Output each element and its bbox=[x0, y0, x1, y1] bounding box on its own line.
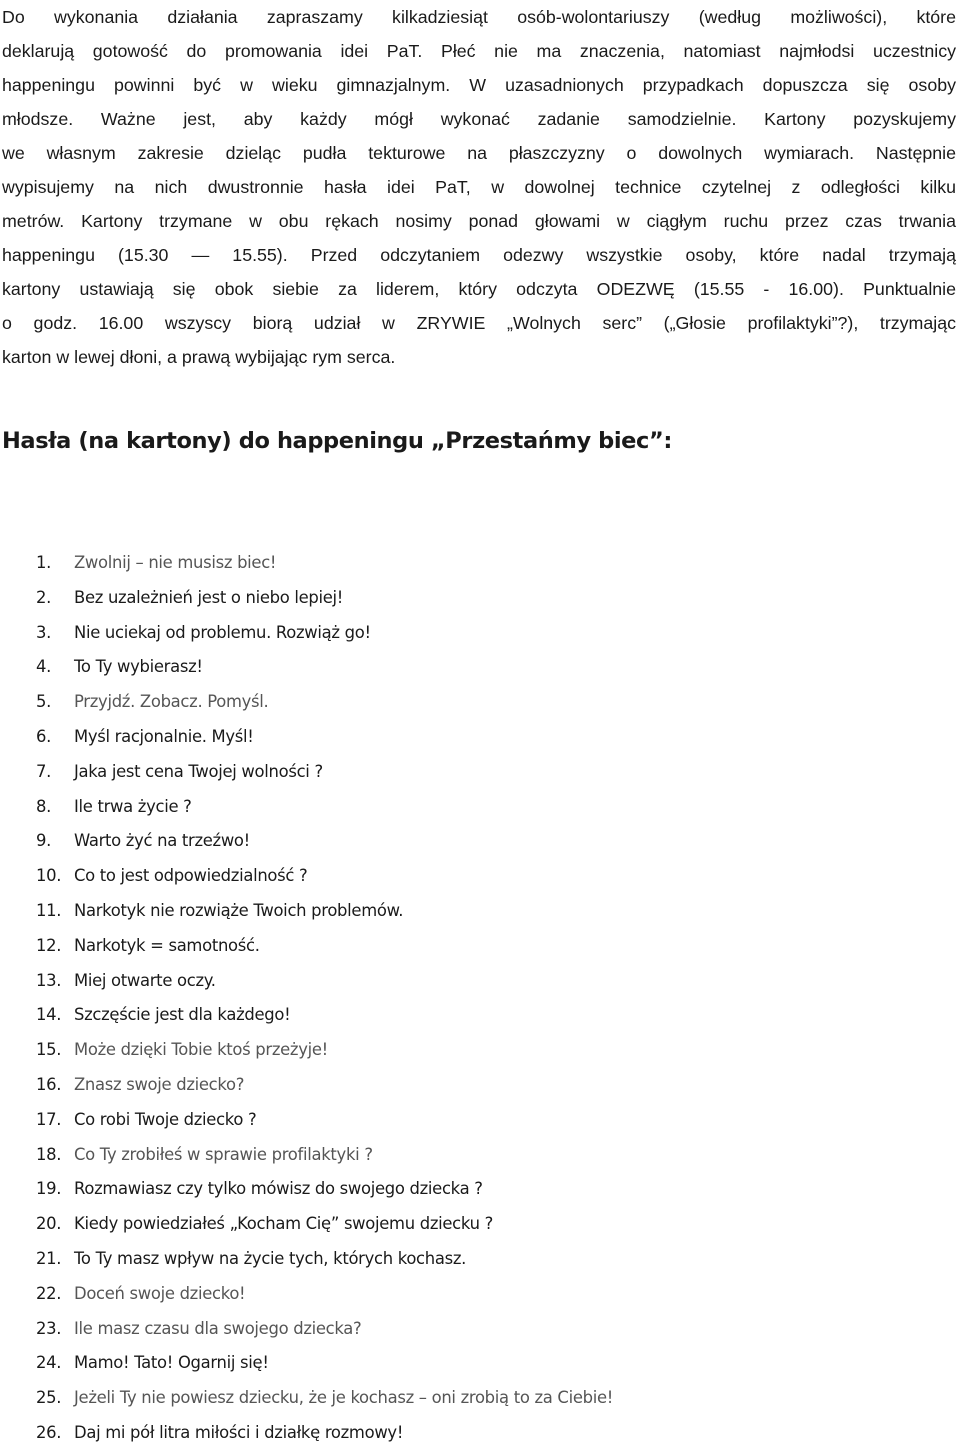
item-text: To Ty masz wpływ na życie tych, których kochasz. bbox=[74, 1248, 467, 1268]
item-text: Znasz swoje dziecko? bbox=[74, 1074, 245, 1094]
list-item bbox=[36, 1381, 613, 1416]
list-item bbox=[36, 1277, 613, 1312]
item-text: Bez uzależnień jest o niebo lepiej! bbox=[74, 587, 344, 607]
item-text: Co Ty zrobiłeś w sprawie profilaktyki ? bbox=[74, 1144, 373, 1164]
item-number: 2. bbox=[36, 587, 52, 607]
item-text: Miej otwarte oczy. bbox=[74, 970, 216, 990]
intro-line: karton w lewej dłoni, a prawą wybijając rym serca. bbox=[2, 347, 396, 367]
intro-line: deklarują gotowość do promowania idei PaT. Płeć nie ma znaczenia, natomiast najmłodsi uczestnicy bbox=[2, 41, 956, 61]
item-text: Nie uciekaj od problemu. Rozwiąż go! bbox=[74, 622, 371, 642]
item-number: 24. bbox=[36, 1353, 62, 1373]
item-text: Warto żyć na trzeźwo! bbox=[74, 831, 250, 851]
item-text: Narkotyk nie rozwiąże Twoich problemów. bbox=[74, 900, 404, 920]
item-text: Kiedy powiedziałeś „Kocham Cię” swojemu dziecku ? bbox=[74, 1214, 493, 1234]
list-item bbox=[36, 790, 613, 825]
item-number: 12. bbox=[36, 935, 62, 955]
item-number: 16. bbox=[36, 1074, 62, 1094]
list-item bbox=[36, 685, 613, 720]
list-item bbox=[36, 1242, 613, 1277]
item-number: 19. bbox=[36, 1179, 62, 1199]
list-item bbox=[36, 616, 613, 651]
intro-line: o godz. 16.00 wszyscy biorą udział w ZRYWIE „Wolnych serc” („Głosie profilaktyki”?), trzymając bbox=[2, 313, 956, 333]
item-number: 22. bbox=[36, 1283, 62, 1303]
item-text: Może dzięki Tobie ktoś przeżyje! bbox=[74, 1040, 328, 1060]
item-text: Szczęście jest dla każdego! bbox=[74, 1005, 291, 1025]
item-text: To Ty wybierasz! bbox=[74, 657, 203, 677]
intro-line: metrów. Kartony trzymane w obu rękach nosimy ponad głowami w ciągłym ruchu przez czas trwania bbox=[2, 211, 956, 231]
item-number: 4. bbox=[36, 657, 52, 677]
item-number: 18. bbox=[36, 1144, 62, 1164]
list-item bbox=[36, 998, 613, 1033]
item-text: Co to jest odpowiedzialność ? bbox=[74, 866, 308, 886]
list-item bbox=[36, 894, 613, 929]
item-text: Mamo! Tato! Ogarnij się! bbox=[74, 1353, 269, 1373]
item-number: 15. bbox=[36, 1040, 62, 1060]
item-number: 1. bbox=[36, 553, 52, 572]
item-text: Jaka jest cena Twojej wolności ? bbox=[74, 761, 323, 781]
list-item bbox=[36, 1312, 613, 1347]
item-number: 26. bbox=[36, 1422, 62, 1442]
item-number: 13. bbox=[36, 970, 62, 990]
list-item bbox=[36, 859, 613, 894]
intro-line: wypisujemy na nich dwustronnie hasła idei PaT, w dowolnej technice czytelnej z odległości kilku bbox=[2, 177, 956, 197]
slogans-heading: Hasła (na kartony) do happeningu „Przestańmy biec”: bbox=[2, 428, 672, 454]
item-number: 10. bbox=[36, 866, 62, 886]
list-item bbox=[36, 1416, 613, 1451]
intro-line: happeningu (15.30 — 15.55). Przed odczytaniem odezwy wszystkie osoby, które nadal trzymają bbox=[2, 245, 956, 265]
item-number: 17. bbox=[36, 1109, 62, 1129]
list-item bbox=[36, 1103, 613, 1138]
item-text: Daj mi pół litra miłości i działkę rozmowy! bbox=[74, 1422, 404, 1442]
list-item bbox=[36, 546, 613, 581]
intro-paragraph bbox=[2, 0, 956, 374]
item-text: Ile trwa życie ? bbox=[74, 796, 192, 816]
item-number: 7. bbox=[36, 761, 52, 781]
intro-line: kartony ustawiają się obok siebie za liderem, który odczyta ODEZWĘ (15.55 - 16.00). Punktualnie bbox=[2, 279, 956, 299]
item-number: 8. bbox=[36, 796, 52, 816]
item-text: Zwolnij – nie musisz biec! bbox=[74, 553, 277, 572]
list-item bbox=[36, 929, 613, 964]
list-item bbox=[36, 581, 613, 616]
item-number: 9. bbox=[36, 831, 52, 851]
item-text: Myśl racjonalnie. Myśl! bbox=[74, 726, 254, 746]
list-item bbox=[36, 964, 613, 999]
item-number: 6. bbox=[36, 726, 52, 746]
item-text: Przyjdź. Zobacz. Pomyśl. bbox=[74, 692, 269, 712]
intro-line: młodsze. Ważne jest, aby każdy mógł wykonać zadanie samodzielnie. Kartony pozyskujemy bbox=[2, 109, 956, 129]
list-item bbox=[36, 720, 613, 755]
list-item bbox=[36, 1068, 613, 1103]
item-number: 3. bbox=[36, 622, 52, 642]
list-item bbox=[36, 1138, 613, 1173]
list-item bbox=[36, 1172, 613, 1207]
intro-line: we własnym zakresie dzieląc pudła tekturowe na płaszczyzny o dowolnych wymiarach. Następnie bbox=[2, 143, 956, 163]
slogans-list bbox=[36, 546, 613, 1451]
item-number: 5. bbox=[36, 692, 52, 712]
item-text: Rozmawiasz czy tylko mówisz do swojego dziecka ? bbox=[74, 1179, 483, 1199]
item-text: Jeżeli Ty nie powiesz dziecku, że je kochasz – oni zrobią to za Ciebie! bbox=[74, 1388, 614, 1408]
item-number: 25. bbox=[36, 1388, 62, 1408]
item-text: Doceń swoje dziecko! bbox=[74, 1283, 246, 1303]
item-number: 14. bbox=[36, 1005, 62, 1025]
item-text: Ile masz czasu dla swojego dziecka? bbox=[74, 1318, 362, 1338]
list-item bbox=[36, 824, 613, 859]
item-number: 23. bbox=[36, 1318, 62, 1338]
intro-line: happeningu powinni być w wieku gimnazjalnym. W uzasadnionych przypadkach dopuszcza się osoby bbox=[2, 75, 956, 95]
list-item bbox=[36, 755, 613, 790]
item-number: 20. bbox=[36, 1214, 62, 1234]
item-text: Co robi Twoje dziecko ? bbox=[74, 1109, 257, 1129]
list-item bbox=[36, 1033, 613, 1068]
intro-line: Do wykonania działania zapraszamy kilkadziesiąt osób-wolontariuszy (według możliwości), które bbox=[2, 7, 956, 27]
list-item bbox=[36, 650, 613, 685]
item-number: 11. bbox=[36, 900, 62, 920]
list-item bbox=[36, 1207, 613, 1242]
list-item bbox=[36, 1346, 613, 1381]
item-number: 21. bbox=[36, 1248, 62, 1268]
item-text: Narkotyk = samotność. bbox=[74, 935, 260, 955]
